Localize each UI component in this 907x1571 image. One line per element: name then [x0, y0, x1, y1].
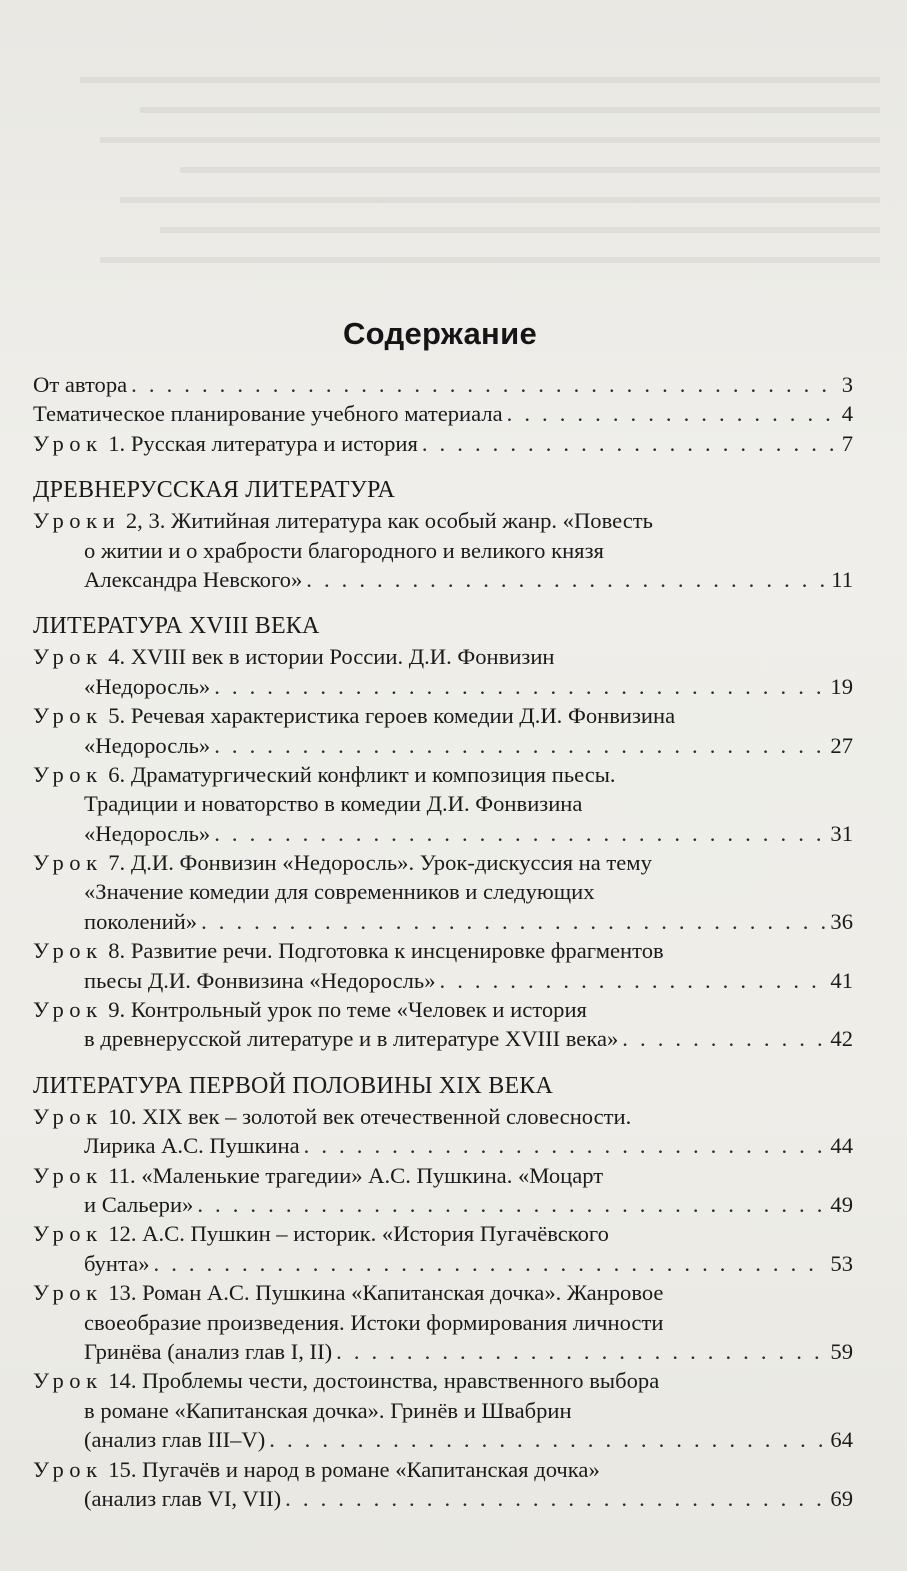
entry-line: Лирика А.С. Пушкина: [84, 1133, 300, 1159]
page-number: 3: [841, 372, 853, 397]
dot-leader: [285, 1484, 826, 1513]
lesson-number: 14.: [108, 1368, 137, 1394]
toc-entry-from-author[interactable]: [33, 370, 853, 399]
toc-entry-lesson-7[interactable]: [33, 848, 853, 936]
dot-leader: [197, 1190, 826, 1219]
entry-line: в древнерусской литературе и в литературе XVIII века»: [84, 1026, 619, 1052]
page-number: 7: [841, 430, 853, 456]
entry-line: «Значение комедии для современников и следующих: [84, 879, 595, 905]
entry-line: (анализ глав VI, VII): [84, 1485, 282, 1511]
lesson-label: Урок: [33, 1456, 103, 1482]
page-number: 11: [831, 566, 853, 592]
dot-leader: [214, 819, 826, 848]
page-number: 44: [830, 1133, 853, 1159]
lesson-number: 5.: [108, 703, 126, 729]
entry-line: о житии и о храбрости благородного и великого князя: [84, 537, 604, 563]
lesson-label: Урок: [33, 644, 103, 670]
entry-line: XVIII век в истории России. Д.И. Фонвизин: [130, 644, 555, 670]
dot-leader: [269, 1425, 826, 1454]
entry-line: и Сальери»: [84, 1191, 194, 1217]
lesson-label: Урок: [33, 1221, 103, 1247]
section-heading: ЛИТЕРАТУРА XVIII ВЕКА: [33, 613, 320, 640]
page-title: Содержание: [343, 316, 537, 351]
dot-leader: [214, 731, 826, 760]
toc-entry-lesson-4[interactable]: [33, 642, 853, 701]
page-number: 42: [830, 1026, 853, 1052]
dot-leader: [214, 672, 826, 701]
lesson-label: Урок: [33, 1368, 103, 1394]
toc-entry-lesson-10[interactable]: [33, 1102, 853, 1161]
section-heading: ЛИТЕРАТУРА ПЕРВОЙ ПОЛОВИНЫ XIX ВЕКА: [33, 1072, 554, 1099]
toc-entry-lesson-13[interactable]: [33, 1278, 853, 1366]
lesson-label: Урок: [33, 1162, 103, 1188]
lesson-label: Урок: [33, 1280, 103, 1306]
entry-line: «Недоросль»: [84, 732, 211, 758]
toc-entry-planning[interactable]: [33, 399, 853, 428]
entry-line: Драматургический конфликт и композиция пьесы.: [130, 761, 616, 787]
entry-line: бунта»: [84, 1250, 150, 1276]
lesson-label: Урок: [33, 1103, 103, 1129]
entry-line: Житийная литература как особый жанр. «Повесть: [171, 508, 653, 534]
lesson-label: Уроки: [33, 508, 121, 534]
lesson-number: 10.: [108, 1103, 137, 1129]
entry-line: Речевая характеристика героев комедии Д.И. Фонвизина: [130, 703, 676, 729]
entry-line: Проблемы чести, достоинства, нравственного выбора: [142, 1368, 660, 1394]
lesson-number: 9.: [108, 997, 126, 1023]
bleed-through-text: ▬▬▬▬▬▬▬▬▬▬▬▬▬▬▬▬▬▬▬▬▬▬▬▬▬▬▬▬▬▬▬▬▬▬▬▬▬▬▬▬ ▬▬▬▬▬▬▬▬▬▬▬▬▬▬▬▬▬▬▬▬▬▬▬▬▬▬▬▬▬▬▬▬▬▬▬▬▬ ▬▬▬▬▬▬▬▬▬▬▬▬▬▬▬▬▬▬▬▬▬▬▬▬▬▬▬▬▬▬▬▬▬▬▬▬▬▬▬ ▬▬▬▬▬▬▬▬▬▬▬▬▬▬▬▬▬▬▬▬▬▬▬▬▬▬▬▬▬▬▬▬▬▬▬ ▬▬▬▬▬▬▬▬▬▬▬▬▬▬▬▬▬▬▬▬▬▬▬▬▬▬▬▬▬▬▬▬▬▬▬▬▬▬ ▬▬▬▬▬▬▬▬▬▬▬▬▬▬▬▬▬▬▬▬▬▬▬▬▬▬▬▬▬▬▬▬▬▬▬▬ ▬▬▬▬▬▬▬▬▬▬▬▬▬▬▬▬▬▬▬▬▬▬▬▬▬▬▬▬▬▬▬▬▬▬▬▬▬▬▬: [80, 66, 880, 268]
lesson-label: Урок: [33, 430, 103, 456]
page-number: 41: [830, 967, 853, 993]
table-of-contents: [33, 370, 853, 1513]
section-heading: ДРЕВНЕРУССКАЯ ЛИТЕРАТУРА: [33, 477, 395, 504]
dot-leader: [507, 399, 838, 428]
entry-title: Русская литература и история: [130, 430, 418, 456]
page-number: 19: [830, 673, 853, 699]
toc-entry-lesson-11[interactable]: [33, 1161, 853, 1220]
dot-leader: [422, 429, 838, 458]
entry-line: Развитие речи. Подготовка к инсценировке фрагментов: [130, 938, 664, 964]
entry-line: Д.И. Фонвизин «Недоросль». Урок-дискуссия на тему: [130, 850, 652, 876]
entry-line: пьесы Д.И. Фонвизина «Недоросль»: [84, 967, 436, 993]
toc-entry-lesson-12[interactable]: [33, 1219, 853, 1278]
entry-line: А.С. Пушкин – историк. «История Пугачёвского: [142, 1221, 609, 1247]
page-number: 31: [830, 820, 853, 846]
toc-entry-lesson-15[interactable]: [33, 1455, 853, 1514]
entry-title: Тематическое планирование учебного материала: [33, 401, 503, 427]
page-number: 69: [830, 1485, 853, 1511]
lesson-number: 1.: [108, 430, 126, 456]
toc-entry-lesson-8[interactable]: [33, 936, 853, 995]
page-number: 36: [830, 908, 853, 934]
entry-line: «Маленькие трагедии» А.С. Пушкина. «Моцарт: [141, 1162, 604, 1188]
lesson-label: Урок: [33, 761, 103, 787]
dot-leader: [154, 1249, 827, 1278]
page-number: 27: [830, 732, 853, 758]
lesson-number: 15.: [108, 1456, 137, 1482]
dot-leader: [440, 966, 827, 995]
dot-leader: [306, 565, 827, 594]
dot-leader: [201, 907, 826, 936]
entry-line: своеобразие произведения. Истоки формирования личности: [84, 1309, 664, 1335]
lesson-number: 11.: [108, 1162, 136, 1188]
lesson-label: Урок: [33, 997, 103, 1023]
lesson-number: 12.: [108, 1221, 137, 1247]
entry-line: Контрольный урок по теме «Человек и история: [130, 997, 587, 1023]
lesson-label: Урок: [33, 703, 103, 729]
entry-line: XIX век – золотой век отечественной словесности.: [142, 1103, 632, 1129]
entry-line: поколений»: [84, 908, 198, 934]
toc-entry-lesson-9[interactable]: [33, 995, 853, 1054]
dot-leader: [304, 1131, 827, 1160]
dot-leader: [336, 1337, 826, 1366]
lesson-number: 7.: [108, 850, 126, 876]
lesson-number: 4.: [108, 644, 126, 670]
toc-entry-lessons-2-3[interactable]: [33, 506, 853, 594]
lesson-label: Урок: [33, 938, 103, 964]
lesson-number: 13.: [108, 1280, 137, 1306]
entry-line: Александра Невского»: [84, 566, 303, 592]
page-number: 53: [830, 1250, 853, 1276]
entry-line: Роман А.С. Пушкина «Капитанская дочка». Жанровое: [142, 1280, 664, 1306]
entry-line: (анализ глав III–V): [84, 1427, 266, 1453]
lesson-number: 2, 3.: [125, 508, 166, 534]
lesson-number: 8.: [108, 938, 126, 964]
entry-line: «Недоросль»: [84, 820, 211, 846]
lesson-label: Урок: [33, 850, 103, 876]
lesson-number: 6.: [108, 761, 126, 787]
entry-line: Традиции и новаторство в комедии Д.И. Фонвизина: [84, 791, 583, 817]
toc-entry-lesson-6[interactable]: [33, 760, 853, 848]
page-number: 4: [841, 401, 853, 427]
page-number: 64: [830, 1427, 853, 1453]
page-number: 59: [830, 1338, 853, 1364]
entry-line: в романе «Капитанская дочка». Гринёв и Швабрин: [84, 1397, 572, 1423]
toc-entry-lesson-5[interactable]: [33, 701, 853, 760]
entry-line: Гринёва (анализ глав I, II): [84, 1338, 333, 1364]
dot-leader: [622, 1024, 826, 1053]
toc-entry-lesson-1[interactable]: [33, 429, 853, 458]
entry-line: Пугачёв и народ в романе «Капитанская дочка»: [142, 1456, 600, 1482]
entry-line: «Недоросль»: [84, 673, 211, 699]
dot-leader: [131, 370, 838, 399]
page-number: 49: [830, 1191, 853, 1217]
toc-entry-lesson-14[interactable]: [33, 1366, 853, 1454]
entry-title: От автора: [33, 372, 128, 397]
